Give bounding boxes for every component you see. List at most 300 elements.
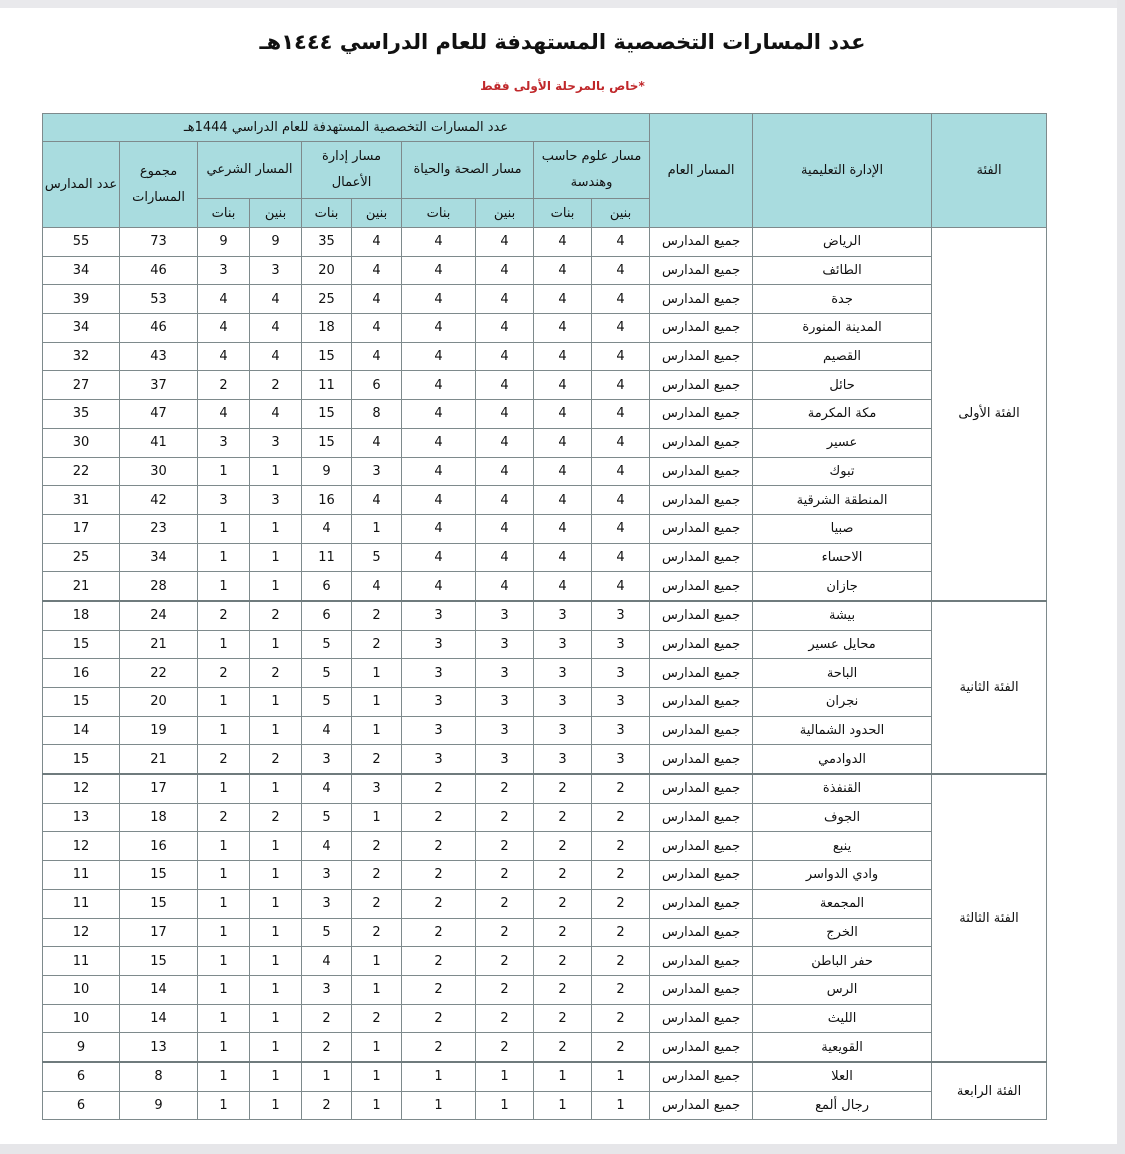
district-cell: بيشة bbox=[753, 601, 932, 630]
value-cell: 4 bbox=[198, 400, 250, 429]
table-row bbox=[43, 256, 1047, 285]
value-cell: 1 bbox=[198, 1062, 250, 1091]
value-cell: 15 bbox=[120, 947, 198, 976]
value-cell: 4 bbox=[402, 514, 476, 543]
value-cell: 3 bbox=[592, 716, 650, 745]
value-cell: 1 bbox=[198, 832, 250, 861]
value-cell: 34 bbox=[120, 543, 198, 572]
value-cell: 8 bbox=[120, 1062, 198, 1091]
value-cell: 2 bbox=[476, 774, 534, 803]
value-cell: 3 bbox=[250, 256, 302, 285]
value-cell: 4 bbox=[402, 342, 476, 371]
viewer-right-edge bbox=[1117, 0, 1125, 1154]
value-cell: 21 bbox=[120, 630, 198, 659]
district-cell: صبيا bbox=[753, 514, 932, 543]
value-cell: 25 bbox=[302, 285, 352, 314]
value-cell: 4 bbox=[592, 543, 650, 572]
value-cell: 35 bbox=[43, 400, 120, 429]
value-cell: 13 bbox=[43, 803, 120, 832]
value-cell: 3 bbox=[534, 716, 592, 745]
header-cs-track: مسار علوم حاسب وهندسة bbox=[534, 142, 650, 199]
general-track-cell: جميع المدارس bbox=[650, 774, 753, 803]
value-cell: 4 bbox=[250, 314, 302, 343]
value-cell: 1 bbox=[250, 688, 302, 717]
header-district: الإدارة التعليمية bbox=[753, 114, 932, 228]
value-cell: 2 bbox=[198, 659, 250, 688]
value-cell: 1 bbox=[198, 688, 250, 717]
table-row bbox=[43, 659, 1047, 688]
value-cell: 9 bbox=[43, 1033, 120, 1062]
value-cell: 1 bbox=[250, 774, 302, 803]
value-cell: 1 bbox=[402, 1091, 476, 1120]
table-row bbox=[43, 342, 1047, 371]
table-row bbox=[43, 314, 1047, 343]
value-cell: 2 bbox=[534, 1033, 592, 1062]
category-cell: الفئة الأولى bbox=[932, 228, 1047, 601]
general-track-cell: جميع المدارس bbox=[650, 745, 753, 774]
value-cell: 4 bbox=[476, 285, 534, 314]
table-row bbox=[43, 514, 1047, 543]
value-cell: 4 bbox=[352, 228, 402, 257]
table-row bbox=[43, 832, 1047, 861]
value-cell: 2 bbox=[250, 659, 302, 688]
value-cell: 47 bbox=[120, 400, 198, 429]
value-cell: 11 bbox=[302, 543, 352, 572]
value-cell: 4 bbox=[534, 514, 592, 543]
value-cell: 19 bbox=[120, 716, 198, 745]
value-cell: 73 bbox=[120, 228, 198, 257]
value-cell: 15 bbox=[43, 630, 120, 659]
value-cell: 22 bbox=[120, 659, 198, 688]
value-cell: 4 bbox=[402, 486, 476, 515]
value-cell: 4 bbox=[402, 256, 476, 285]
value-cell: 2 bbox=[476, 1004, 534, 1033]
value-cell: 1 bbox=[198, 889, 250, 918]
value-cell: 25 bbox=[43, 543, 120, 572]
value-cell: 4 bbox=[198, 314, 250, 343]
value-cell: 3 bbox=[534, 688, 592, 717]
value-cell: 4 bbox=[534, 285, 592, 314]
value-cell: 2 bbox=[592, 975, 650, 1004]
general-track-cell: جميع المدارس bbox=[650, 716, 753, 745]
value-cell: 3 bbox=[534, 745, 592, 774]
value-cell: 3 bbox=[476, 688, 534, 717]
value-cell: 4 bbox=[402, 285, 476, 314]
value-cell: 2 bbox=[592, 774, 650, 803]
value-cell: 6 bbox=[43, 1091, 120, 1120]
value-cell: 4 bbox=[402, 457, 476, 486]
value-cell: 1 bbox=[250, 543, 302, 572]
general-track-cell: جميع المدارس bbox=[650, 1004, 753, 1033]
value-cell: 2 bbox=[402, 1033, 476, 1062]
value-cell: 4 bbox=[250, 342, 302, 371]
value-cell: 1 bbox=[198, 1091, 250, 1120]
value-cell: 3 bbox=[402, 630, 476, 659]
value-cell: 17 bbox=[120, 774, 198, 803]
general-track-cell: جميع المدارس bbox=[650, 256, 753, 285]
value-cell: 1 bbox=[198, 716, 250, 745]
value-cell: 1 bbox=[250, 861, 302, 890]
value-cell: 4 bbox=[352, 285, 402, 314]
table-row bbox=[43, 975, 1047, 1004]
value-cell: 4 bbox=[534, 371, 592, 400]
value-cell: 4 bbox=[592, 342, 650, 371]
header-boys: بنين bbox=[592, 199, 650, 228]
value-cell: 2 bbox=[592, 803, 650, 832]
district-cell: القويعية bbox=[753, 1033, 932, 1062]
value-cell: 1 bbox=[250, 889, 302, 918]
value-cell: 1 bbox=[198, 1004, 250, 1033]
general-track-cell: جميع المدارس bbox=[650, 572, 753, 601]
value-cell: 9 bbox=[250, 228, 302, 257]
tracks-table bbox=[42, 113, 1047, 1120]
value-cell: 2 bbox=[402, 947, 476, 976]
value-cell: 4 bbox=[476, 228, 534, 257]
value-cell: 27 bbox=[43, 371, 120, 400]
value-cell: 1 bbox=[198, 1033, 250, 1062]
value-cell: 1 bbox=[402, 1062, 476, 1091]
table-row bbox=[43, 1091, 1047, 1120]
table-header bbox=[43, 114, 1047, 228]
table-row bbox=[43, 861, 1047, 890]
value-cell: 2 bbox=[402, 975, 476, 1004]
general-track-cell: جميع المدارس bbox=[650, 889, 753, 918]
value-cell: 4 bbox=[352, 342, 402, 371]
district-cell: حائل bbox=[753, 371, 932, 400]
value-cell: 1 bbox=[250, 975, 302, 1004]
value-cell: 31 bbox=[43, 486, 120, 515]
header-girls: بنات bbox=[198, 199, 250, 228]
value-cell: 2 bbox=[250, 803, 302, 832]
value-cell: 1 bbox=[352, 975, 402, 1004]
general-track-cell: جميع المدارس bbox=[650, 314, 753, 343]
value-cell: 42 bbox=[120, 486, 198, 515]
value-cell: 5 bbox=[352, 543, 402, 572]
value-cell: 12 bbox=[43, 832, 120, 861]
district-cell: تبوك bbox=[753, 457, 932, 486]
value-cell: 23 bbox=[120, 514, 198, 543]
value-cell: 21 bbox=[43, 572, 120, 601]
district-cell: المنطقة الشرقية bbox=[753, 486, 932, 515]
value-cell: 1 bbox=[198, 975, 250, 1004]
general-track-cell: جميع المدارس bbox=[650, 688, 753, 717]
value-cell: 1 bbox=[352, 1062, 402, 1091]
value-cell: 4 bbox=[352, 428, 402, 457]
value-cell: 4 bbox=[534, 342, 592, 371]
header-category: الفئة bbox=[932, 114, 1047, 228]
district-cell: العلا bbox=[753, 1062, 932, 1091]
value-cell: 4 bbox=[402, 400, 476, 429]
value-cell: 4 bbox=[402, 543, 476, 572]
value-cell: 1 bbox=[250, 918, 302, 947]
value-cell: 4 bbox=[534, 486, 592, 515]
value-cell: 16 bbox=[302, 486, 352, 515]
value-cell: 4 bbox=[302, 774, 352, 803]
value-cell: 4 bbox=[476, 486, 534, 515]
value-cell: 16 bbox=[43, 659, 120, 688]
value-cell: 1 bbox=[476, 1091, 534, 1120]
value-cell: 5 bbox=[302, 659, 352, 688]
table-row bbox=[43, 371, 1047, 400]
value-cell: 1 bbox=[250, 1091, 302, 1120]
value-cell: 2 bbox=[198, 803, 250, 832]
value-cell: 1 bbox=[476, 1062, 534, 1091]
value-cell: 2 bbox=[352, 832, 402, 861]
value-cell: 2 bbox=[476, 803, 534, 832]
value-cell: 4 bbox=[250, 285, 302, 314]
district-cell: القنفذة bbox=[753, 774, 932, 803]
value-cell: 15 bbox=[302, 400, 352, 429]
district-cell: جازان bbox=[753, 572, 932, 601]
value-cell: 18 bbox=[120, 803, 198, 832]
table-row bbox=[43, 774, 1047, 803]
table-row bbox=[43, 457, 1047, 486]
value-cell: 2 bbox=[592, 918, 650, 947]
value-cell: 30 bbox=[43, 428, 120, 457]
value-cell: 4 bbox=[592, 486, 650, 515]
value-cell: 4 bbox=[402, 228, 476, 257]
value-cell: 2 bbox=[352, 918, 402, 947]
table-row bbox=[43, 745, 1047, 774]
district-cell: ينبع bbox=[753, 832, 932, 861]
table-row bbox=[43, 428, 1047, 457]
table-row bbox=[43, 947, 1047, 976]
value-cell: 3 bbox=[250, 486, 302, 515]
value-cell: 43 bbox=[120, 342, 198, 371]
value-cell: 4 bbox=[250, 400, 302, 429]
value-cell: 2 bbox=[402, 803, 476, 832]
value-cell: 2 bbox=[250, 371, 302, 400]
value-cell: 30 bbox=[120, 457, 198, 486]
value-cell: 4 bbox=[476, 543, 534, 572]
value-cell: 2 bbox=[534, 975, 592, 1004]
value-cell: 4 bbox=[592, 400, 650, 429]
value-cell: 15 bbox=[43, 745, 120, 774]
value-cell: 1 bbox=[198, 774, 250, 803]
table-row bbox=[43, 630, 1047, 659]
value-cell: 2 bbox=[302, 1004, 352, 1033]
header-girls: بنات bbox=[534, 199, 592, 228]
value-cell: 4 bbox=[534, 543, 592, 572]
value-cell: 1 bbox=[352, 659, 402, 688]
value-cell: 4 bbox=[476, 314, 534, 343]
value-cell: 3 bbox=[476, 716, 534, 745]
general-track-cell: جميع المدارس bbox=[650, 486, 753, 515]
value-cell: 2 bbox=[402, 918, 476, 947]
header-boys: بنين bbox=[352, 199, 402, 228]
general-track-cell: جميع المدارس bbox=[650, 918, 753, 947]
value-cell: 10 bbox=[43, 975, 120, 1004]
value-cell: 1 bbox=[250, 514, 302, 543]
value-cell: 21 bbox=[120, 745, 198, 774]
value-cell: 16 bbox=[120, 832, 198, 861]
value-cell: 4 bbox=[402, 371, 476, 400]
general-track-cell: جميع المدارس bbox=[650, 428, 753, 457]
value-cell: 1 bbox=[250, 1004, 302, 1033]
value-cell: 12 bbox=[43, 918, 120, 947]
value-cell: 11 bbox=[43, 947, 120, 976]
value-cell: 2 bbox=[198, 601, 250, 630]
value-cell: 14 bbox=[120, 1004, 198, 1033]
value-cell: 4 bbox=[302, 716, 352, 745]
value-cell: 1 bbox=[250, 457, 302, 486]
value-cell: 2 bbox=[352, 861, 402, 890]
value-cell: 2 bbox=[352, 1004, 402, 1033]
value-cell: 2 bbox=[476, 918, 534, 947]
value-cell: 3 bbox=[302, 745, 352, 774]
value-cell: 4 bbox=[352, 572, 402, 601]
value-cell: 3 bbox=[402, 688, 476, 717]
district-cell: الليث bbox=[753, 1004, 932, 1033]
table-row bbox=[43, 486, 1047, 515]
table-row bbox=[43, 285, 1047, 314]
header-girls: بنات bbox=[302, 199, 352, 228]
value-cell: 4 bbox=[402, 314, 476, 343]
district-cell: مكة المكرمة bbox=[753, 400, 932, 429]
value-cell: 4 bbox=[476, 256, 534, 285]
value-cell: 4 bbox=[476, 342, 534, 371]
value-cell: 1 bbox=[198, 572, 250, 601]
value-cell: 4 bbox=[302, 832, 352, 861]
value-cell: 28 bbox=[120, 572, 198, 601]
value-cell: 4 bbox=[534, 314, 592, 343]
value-cell: 4 bbox=[592, 428, 650, 457]
general-track-cell: جميع المدارس bbox=[650, 803, 753, 832]
value-cell: 2 bbox=[352, 889, 402, 918]
value-cell: 5 bbox=[302, 803, 352, 832]
general-track-cell: جميع المدارس bbox=[650, 832, 753, 861]
value-cell: 4 bbox=[302, 947, 352, 976]
district-cell: رجال ألمع bbox=[753, 1091, 932, 1120]
value-cell: 2 bbox=[198, 371, 250, 400]
table-row bbox=[43, 1033, 1047, 1062]
value-cell: 3 bbox=[302, 861, 352, 890]
general-track-cell: جميع المدارس bbox=[650, 1062, 753, 1091]
value-cell: 2 bbox=[250, 745, 302, 774]
value-cell: 3 bbox=[402, 716, 476, 745]
header-specialized-tracks: عدد المسارات التخصصية المستهدفة للعام الدراسي 1444هـ bbox=[43, 114, 650, 142]
value-cell: 3 bbox=[592, 745, 650, 774]
general-track-cell: جميع المدارس bbox=[650, 630, 753, 659]
value-cell: 11 bbox=[302, 371, 352, 400]
value-cell: 1 bbox=[250, 832, 302, 861]
header-sharia-track: المسار الشرعي bbox=[198, 142, 302, 199]
district-cell: الطائف bbox=[753, 256, 932, 285]
value-cell: 2 bbox=[534, 832, 592, 861]
value-cell: 2 bbox=[402, 774, 476, 803]
value-cell: 3 bbox=[476, 659, 534, 688]
value-cell: 3 bbox=[250, 428, 302, 457]
value-cell: 2 bbox=[250, 601, 302, 630]
value-cell: 2 bbox=[476, 1033, 534, 1062]
value-cell: 2 bbox=[352, 745, 402, 774]
value-cell: 55 bbox=[43, 228, 120, 257]
value-cell: 11 bbox=[43, 861, 120, 890]
value-cell: 4 bbox=[534, 457, 592, 486]
value-cell: 1 bbox=[250, 947, 302, 976]
general-track-cell: جميع المدارس bbox=[650, 371, 753, 400]
value-cell: 4 bbox=[198, 342, 250, 371]
value-cell: 4 bbox=[534, 428, 592, 457]
value-cell: 3 bbox=[402, 601, 476, 630]
value-cell: 4 bbox=[476, 514, 534, 543]
value-cell: 12 bbox=[43, 774, 120, 803]
value-cell: 2 bbox=[402, 889, 476, 918]
general-track-cell: جميع المدارس bbox=[650, 514, 753, 543]
value-cell: 34 bbox=[43, 314, 120, 343]
value-cell: 3 bbox=[352, 774, 402, 803]
value-cell: 1 bbox=[534, 1062, 592, 1091]
value-cell: 37 bbox=[120, 371, 198, 400]
header-general-track: المسار العام bbox=[650, 114, 753, 228]
value-cell: 1 bbox=[352, 947, 402, 976]
value-cell: 6 bbox=[302, 601, 352, 630]
value-cell: 5 bbox=[302, 630, 352, 659]
value-cell: 1 bbox=[352, 803, 402, 832]
value-cell: 4 bbox=[592, 457, 650, 486]
value-cell: 3 bbox=[402, 659, 476, 688]
value-cell: 3 bbox=[198, 486, 250, 515]
value-cell: 3 bbox=[592, 601, 650, 630]
general-track-cell: جميع المدارس bbox=[650, 975, 753, 1004]
value-cell: 1 bbox=[352, 514, 402, 543]
value-cell: 15 bbox=[302, 428, 352, 457]
general-track-cell: جميع المدارس bbox=[650, 601, 753, 630]
value-cell: 9 bbox=[302, 457, 352, 486]
value-cell: 1 bbox=[250, 630, 302, 659]
value-cell: 5 bbox=[302, 688, 352, 717]
value-cell: 3 bbox=[592, 630, 650, 659]
district-cell: الدوادمي bbox=[753, 745, 932, 774]
value-cell: 2 bbox=[302, 1033, 352, 1062]
value-cell: 15 bbox=[43, 688, 120, 717]
value-cell: 3 bbox=[476, 745, 534, 774]
table-row bbox=[43, 918, 1047, 947]
district-cell: الرياض bbox=[753, 228, 932, 257]
value-cell: 2 bbox=[534, 918, 592, 947]
value-cell: 1 bbox=[198, 514, 250, 543]
general-track-cell: جميع المدارس bbox=[650, 1091, 753, 1120]
value-cell: 2 bbox=[534, 947, 592, 976]
value-cell: 4 bbox=[534, 228, 592, 257]
value-cell: 15 bbox=[302, 342, 352, 371]
value-cell: 9 bbox=[120, 1091, 198, 1120]
value-cell: 4 bbox=[534, 400, 592, 429]
value-cell: 3 bbox=[302, 889, 352, 918]
district-cell: حفر الباطن bbox=[753, 947, 932, 976]
value-cell: 39 bbox=[43, 285, 120, 314]
value-cell: 4 bbox=[592, 314, 650, 343]
value-cell: 1 bbox=[352, 1033, 402, 1062]
value-cell: 4 bbox=[592, 514, 650, 543]
value-cell: 2 bbox=[198, 745, 250, 774]
value-cell: 2 bbox=[476, 947, 534, 976]
value-cell: 1 bbox=[592, 1062, 650, 1091]
value-cell: 2 bbox=[534, 803, 592, 832]
header-health-track: مسار الصحة والحياة bbox=[402, 142, 534, 199]
header-school-count: عدد المدارس bbox=[43, 142, 120, 228]
value-cell: 3 bbox=[198, 428, 250, 457]
table-row bbox=[43, 889, 1047, 918]
value-cell: 1 bbox=[592, 1091, 650, 1120]
value-cell: 2 bbox=[534, 774, 592, 803]
value-cell: 2 bbox=[592, 947, 650, 976]
value-cell: 1 bbox=[302, 1062, 352, 1091]
value-cell: 13 bbox=[120, 1033, 198, 1062]
value-cell: 1 bbox=[250, 716, 302, 745]
district-cell: المدينة المنورة bbox=[753, 314, 932, 343]
value-cell: 1 bbox=[198, 630, 250, 659]
